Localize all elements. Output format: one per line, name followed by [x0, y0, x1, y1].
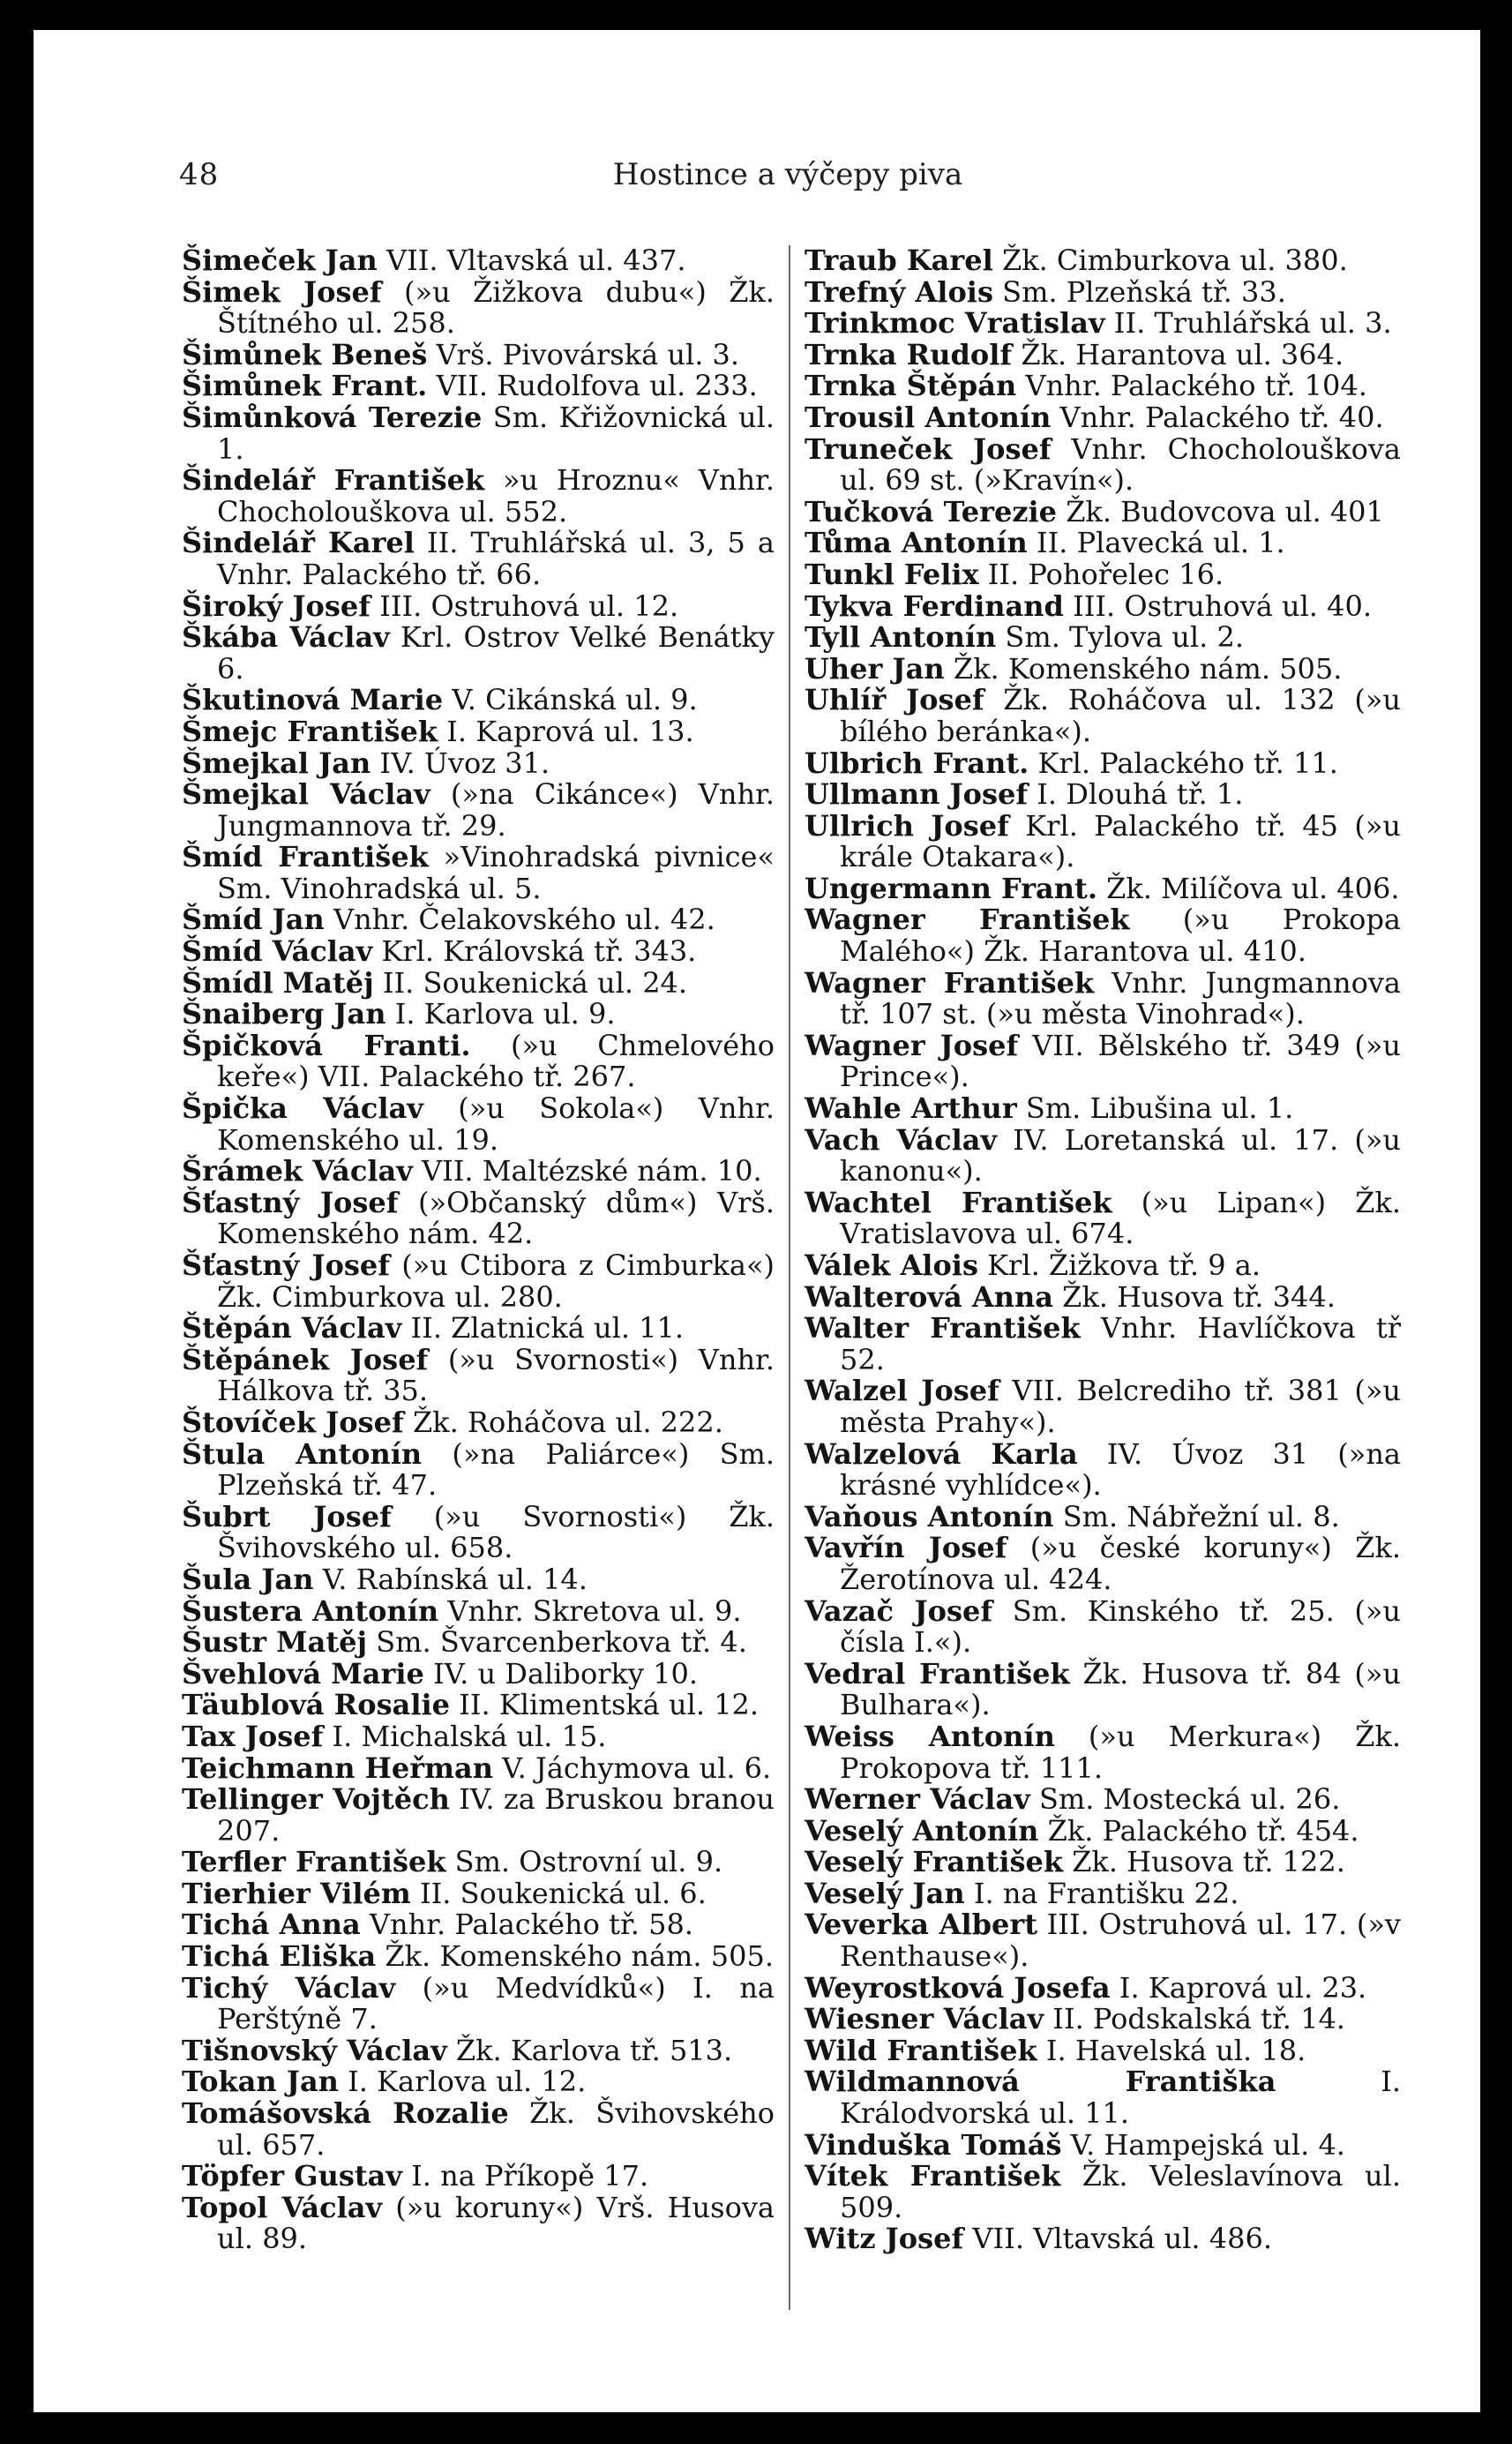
entry-name: Vazač Josef — [805, 1593, 993, 1628]
entry-name: Šimeček Jan — [182, 244, 378, 277]
entry-address: Žk. Cimburkova ul. 380. — [992, 244, 1348, 277]
entry-name: Traub Karel — [805, 244, 993, 277]
entry-address: Sm. Křižovnická ul. 1. — [217, 400, 775, 466]
directory-entry — [182, 2066, 775, 2098]
directory-entry — [805, 1847, 1401, 1878]
entry-name: Štěpán Václav — [182, 1311, 402, 1346]
directory-entry — [805, 873, 1401, 905]
directory-entry — [182, 1627, 775, 1659]
entry-address: VII. Vltavská ul. 437. — [377, 244, 686, 277]
entry-name: Vach Václav — [805, 1122, 998, 1157]
directory-entry — [805, 1533, 1401, 1595]
directory-entry — [182, 1093, 775, 1156]
entry-address: I. Havelská ul. 18. — [1037, 2033, 1306, 2067]
entry-address: Vnhr. Havlíčkova tř 52. — [840, 1311, 1402, 1376]
directory-entry — [805, 402, 1401, 434]
entry-address: IV. Loretanská ul. 17. (»u kanonu«). — [840, 1122, 1402, 1188]
entry-address: Sm. Tylova ul. 2. — [996, 620, 1244, 655]
entry-name: Šindelář František — [182, 463, 485, 498]
directory-entry — [182, 402, 775, 465]
entry-address: Sm. Mostecká ul. 26. — [1029, 1782, 1341, 1817]
directory-entry — [805, 1313, 1401, 1376]
entry-address: IV. u Daliborky 10. — [423, 1656, 699, 1691]
directory-entry — [805, 1185, 1402, 1251]
entry-address: IV. Úvoz 31. — [371, 746, 550, 780]
entry-address: V. Rabínská ul. 14. — [313, 1562, 588, 1596]
entry-name: Vítek František — [805, 2159, 1061, 2193]
entry-name: Šmejkal Jan — [182, 746, 371, 780]
entry-address: Sm. Švarcenberkova tř. 4. — [367, 1625, 747, 1660]
directory-entry — [182, 999, 775, 1031]
entry-name: Šimůnková Terezie — [182, 400, 483, 434]
entry-name: Tyll Antonín — [805, 620, 997, 655]
entry-name: Šmejkal Václav — [182, 777, 430, 812]
directory-entry — [805, 1593, 1402, 1660]
entry-name: Široký Josef — [182, 589, 371, 623]
entry-name: Walzelová Karla — [805, 1436, 1078, 1471]
entry-address: (»u Ctibora z Cimburka«) Žk. Cimburkova ul. 280. — [217, 1248, 775, 1314]
entry-name: Veverka Albert — [805, 1908, 1037, 1942]
entry-name: Ulbrich Frant. — [805, 746, 1029, 780]
entry-name: Trnka Štěpán — [805, 369, 1017, 403]
entry-address: (»u české koruny«) Žk. Žerotínova ul. 424. — [840, 1531, 1402, 1596]
entry-name: Štovíček Josef — [182, 1405, 404, 1439]
directory-entry — [182, 591, 775, 623]
directory-entry — [182, 842, 775, 904]
entry-name: Tišnovský Václav — [182, 2033, 447, 2067]
directory-entry — [805, 2161, 1401, 2223]
document-page — [34, 30, 1480, 2412]
entry-name: Teichmann Heřman — [182, 1751, 493, 1785]
entry-address: V. Jáchymova ul. 6. — [492, 1751, 772, 1785]
entry-name: Vinduška Tomáš — [805, 2127, 1062, 2162]
directory-entry — [182, 2035, 775, 2067]
directory-entry — [805, 1028, 1402, 1094]
column-divider — [789, 245, 790, 2310]
directory-entry — [182, 1156, 775, 1188]
directory-entry — [182, 685, 775, 716]
directory-entry — [182, 904, 775, 936]
entry-address: II. Pohořelec 16. — [978, 557, 1224, 591]
entry-address: Sm. Ostrovní ul. 9. — [445, 1845, 723, 1879]
right-column — [805, 245, 1401, 2255]
directory-entry — [805, 274, 1401, 309]
entry-address: Žk. Komenského nám. 505. — [376, 1939, 774, 1974]
entry-name: Tůma Antonín — [805, 526, 1028, 560]
entry-name: Tunkl Felix — [805, 557, 979, 591]
entry-address: Krl. Žižkova tř. 9 a. — [977, 1248, 1261, 1282]
entry-name: Šrámek Václav — [182, 1154, 413, 1188]
entry-name: Vaňous Antonín — [805, 1499, 1054, 1533]
entry-name: Täublová Rosalie — [182, 1688, 451, 1722]
directory-entry — [182, 1593, 775, 1628]
entry-address: Vnhr. Palackého tř. 104. — [1016, 369, 1367, 403]
entry-address: Krl. Palackého tř. 11. — [1029, 746, 1338, 780]
entry-address: Vnhr. Palackého tř. 40. — [1051, 400, 1384, 434]
directory-entry — [182, 337, 775, 371]
directory-entry — [182, 1407, 775, 1439]
entry-name: Witz Josef — [805, 2222, 964, 2256]
directory-entry — [805, 337, 1401, 371]
running-title: Hostince a výčepy piva — [612, 157, 963, 192]
directory-entry — [805, 2127, 1401, 2162]
directory-entry — [805, 904, 1401, 967]
directory-entry — [182, 245, 775, 277]
entry-address: (»na Cikánce«) Vnhr. Jungmannova tř. 29. — [217, 777, 775, 843]
entry-name: Veselý František — [805, 1845, 1064, 1879]
entry-address: I. Kaprová ul. 23. — [1110, 1970, 1367, 2005]
entry-address: IV. za Bruskou branou 207. — [217, 1782, 775, 1848]
entry-address: VII. Belcrediho tř. 381 (»u města Prahy«). — [840, 1374, 1402, 1439]
directory-entry — [805, 651, 1401, 686]
entry-name: Wahle Arthur — [805, 1091, 1017, 1126]
directory-entry — [182, 1753, 775, 1785]
entry-name: Škába Václav — [182, 620, 390, 655]
directory-entry — [182, 1656, 775, 1691]
directory-entry — [182, 2161, 775, 2193]
entry-address: Žk. Husova tř. 344. — [1052, 1279, 1336, 1314]
entry-address: II. Podskalská tř. 14. — [1044, 2002, 1345, 2036]
directory-entry — [182, 465, 775, 528]
entry-address: V. Cikánská ul. 9. — [443, 683, 698, 717]
directory-entry — [805, 2035, 1401, 2067]
entry-name: Šťastný Josef — [182, 1185, 399, 1219]
entry-name: Wagner František — [805, 965, 1095, 1000]
directory-entry — [182, 1721, 775, 1753]
entry-name: Tokan Jan — [182, 2065, 339, 2099]
entry-address: II. Zlatnická ul. 11. — [401, 1311, 685, 1346]
entry-address: IV. Úvoz 31 (»na krásné vyhlídce«). — [840, 1436, 1402, 1503]
directory-entry — [805, 2004, 1401, 2035]
entry-name: Töpfer Gustav — [182, 2159, 402, 2193]
directory-entry — [182, 1564, 775, 1596]
entry-name: Šustera Antonín — [182, 1593, 439, 1628]
entry-name: Válek Alois — [805, 1248, 978, 1282]
directory-entry — [805, 494, 1401, 529]
entry-name: Wildmannová Františka — [805, 2065, 1276, 2099]
entry-address: Sm. Nábřežní ul. 8. — [1053, 1499, 1340, 1533]
entry-name: Špička Václav — [182, 1091, 423, 1126]
directory-entry — [182, 1970, 775, 2036]
directory-entry — [182, 1185, 775, 1251]
entry-address: »u Hroznu« Vnhr. Chocholouškova ul. 552. — [217, 463, 775, 529]
directory-entry — [805, 431, 1402, 498]
entry-address: Vnhr. Skretova ul. 9. — [438, 1593, 742, 1628]
entry-address: (»u Svornosti«) Žk. Švihovského ul. 658. — [217, 1499, 775, 1565]
entry-address: (»u Lipan«) Žk. Vratislavova ul. 674. — [840, 1185, 1402, 1251]
entry-address: Žk. Komenského nám. 505. — [944, 651, 1343, 686]
entry-name: Šmíd František — [182, 840, 429, 874]
page-header — [179, 154, 1396, 206]
entry-address: Vnhr. Čelakovského ul. 42. — [324, 903, 715, 937]
entry-name: Vedral František — [805, 1656, 1070, 1691]
entry-address: (»u Žižkova dubu«) Žk. Štítného ul. 258. — [217, 274, 775, 341]
entry-address: Krl. Královská tř. 343. — [372, 934, 697, 969]
directory-entry — [182, 1250, 775, 1313]
entry-address: Sm. Libušina ul. 1. — [1016, 1091, 1294, 1126]
entry-name: Štula Antonín — [182, 1436, 423, 1471]
entry-address: II. Soukenická ul. 6. — [410, 1876, 707, 1910]
entry-address: (»u Svornosti«) Vnhr. Hálkova tř. 35. — [217, 1342, 775, 1408]
directory-entry — [805, 1250, 1401, 1282]
directory-entry — [805, 779, 1401, 811]
entry-name: Šimůnek Frant. — [182, 369, 428, 403]
directory-entry — [805, 1656, 1402, 1722]
entry-name: Veselý Antonín — [805, 1813, 1039, 1848]
entry-name: Tykva Ferdinand — [805, 589, 1064, 623]
entry-name: Šmíd Jan — [182, 903, 325, 937]
entry-address: Žk. Milíčova ul. 406. — [1097, 871, 1400, 905]
directory-entry — [182, 2190, 775, 2256]
entry-address: Žk. Harantova ul. 364. — [1012, 337, 1344, 371]
directory-entry — [182, 936, 775, 968]
entry-address: (»u Chmelového keře«) VII. Palackého tř. 267. — [217, 1028, 775, 1094]
entry-name: Šustr Matěj — [182, 1625, 368, 1660]
directory-entry — [805, 1970, 1401, 2005]
entry-name: Uhlíř Josef — [805, 683, 984, 717]
entry-address: III. Ostruhová ul. 17. (»v Renthause«). — [840, 1908, 1402, 1974]
entry-name: Weiss Antonín — [805, 1719, 1055, 1753]
entry-address: I. na Příkopě 17. — [401, 2159, 649, 2193]
entry-address: VII. Rudolfova ul. 233. — [427, 369, 758, 403]
directory-entry — [805, 591, 1401, 623]
entry-address: (»u Medvídků«) I. na Perštýně 7. — [217, 1970, 775, 2036]
directory-entry — [805, 1909, 1401, 1972]
entry-address: I. Michalská ul. 15. — [323, 1719, 607, 1753]
entry-address: III. Ostruhová ul. 40. — [1063, 589, 1373, 623]
entry-address: (»u koruny«) Vrš. Husova ul. 89. — [217, 2190, 775, 2256]
directory-entry — [182, 716, 775, 748]
entry-name: Tellinger Vojtěch — [182, 1782, 450, 1817]
directory-entry — [805, 1279, 1401, 1314]
directory-entry — [182, 1690, 775, 1721]
entry-name: Šimůnek Beneš — [182, 337, 428, 371]
entry-name: Trnka Rudolf — [805, 337, 1013, 371]
entry-address: Žk. Palackého tř. 454. — [1038, 1813, 1359, 1848]
directory-entry — [182, 1028, 775, 1094]
entry-address: (»u Merkura«) Žk. Prokopova tř. 111. — [840, 1719, 1402, 1785]
directory-entry — [805, 622, 1401, 654]
entry-address: (»u Sokola«) Vnhr. Komenského ul. 19. — [217, 1091, 775, 1157]
directory-entry — [182, 274, 775, 341]
entry-address: I. Kaprová ul. 13. — [438, 714, 694, 748]
entry-address: Vnhr. Jungmannova tř. 107 st. (»u města Vinohrad«). — [840, 965, 1401, 1031]
entry-address: Žk. Roháčova ul. 222. — [403, 1405, 723, 1439]
entry-name: Šťastný Josef — [182, 1248, 391, 1282]
entry-name: Walterová Anna — [805, 1279, 1053, 1314]
directory-entry — [805, 1093, 1401, 1125]
entry-name: Tichý Václav — [182, 1970, 396, 2005]
directory-entry — [805, 308, 1401, 340]
entry-address: Vnhr. Palackého tř. 58. — [360, 1908, 693, 1942]
entry-name: Šindelář Karel — [182, 526, 415, 560]
entry-address: II. Soukenická ul. 24. — [373, 965, 688, 1000]
entry-address: (»na Paliárce«) Sm. Plzeňská tř. 47. — [217, 1436, 775, 1503]
directory-entry — [805, 1813, 1401, 1848]
entry-address: VII. Bělského tř. 349 (»u Prince«). — [840, 1028, 1402, 1094]
entry-name: Weyrostková Josefa — [805, 1970, 1111, 2005]
entry-address: Žk. Karlova tř. 513. — [446, 2033, 733, 2067]
directory-entry — [805, 965, 1401, 1031]
entry-name: Wachtel František — [805, 1185, 1112, 1219]
entry-name: Werner Václav — [805, 1782, 1030, 1817]
entry-name: Štěpánek Josef — [182, 1342, 429, 1376]
directory-entry — [805, 1878, 1401, 1910]
entry-name: Terfler František — [182, 1845, 446, 1879]
entry-name: Ullmann Josef — [805, 777, 1029, 812]
entry-address: VII. Vltavská ul. 486. — [963, 2222, 1273, 2256]
entry-name: Tučková Terezie — [805, 494, 1058, 529]
entry-address: I. Králodvorská ul. 11. — [840, 2065, 1402, 2131]
entry-address: Krl. Ostrov Velké Benátky 6. — [217, 620, 775, 686]
entry-address: Sm. Kinského tř. 25. (»u čísla I.«). — [840, 1593, 1402, 1660]
entry-name: Topol Václav — [182, 2190, 383, 2224]
directory-entry — [805, 2066, 1401, 2129]
entry-address: V. Hampejská ul. 4. — [1061, 2127, 1345, 2162]
page-number: 48 — [179, 157, 220, 192]
entry-name: Wiesner Václav — [805, 2002, 1044, 2036]
directory-entry — [805, 1721, 1401, 1784]
directory-entry — [805, 1499, 1401, 1533]
directory-entry — [182, 1784, 775, 1847]
directory-entry — [182, 1847, 775, 1878]
left-column — [182, 245, 775, 2255]
entry-name: Šmídl Matěj — [182, 965, 374, 1000]
entry-name: Wild František — [805, 2033, 1037, 2067]
directory-entry — [805, 371, 1401, 402]
directory-entry — [182, 748, 775, 780]
entry-name: Truneček Josef — [805, 431, 1052, 466]
entry-name: Ungermann Frant. — [805, 871, 1097, 905]
directory-entry — [182, 528, 775, 590]
entry-address: Žk. Budovcova ul. 401 — [1057, 494, 1384, 529]
entry-address: II. Truhlářská ul. 3, 5 a Vnhr. Palackého tř. 66. — [217, 526, 775, 591]
directory-entry — [805, 2223, 1401, 2255]
entry-address: II. Truhlářská ul. 3. — [1104, 306, 1392, 341]
directory-entry — [182, 1342, 775, 1408]
entry-name: Šmejc František — [182, 714, 438, 748]
entry-name: Walter František — [805, 1311, 1081, 1346]
entry-name: Tierhier Vilém — [182, 1876, 411, 1910]
entry-address: Sm. Plzeňská tř. 33. — [992, 274, 1286, 309]
entry-name: Tomášovská Rozalie — [182, 2096, 509, 2131]
entry-address: I. na Františku 22. — [964, 1876, 1239, 1910]
entry-address: Krl. Palackého tř. 45 (»u krále Otakara«). — [840, 808, 1402, 874]
directory-entry — [182, 1436, 775, 1503]
entry-name: Švehlová Marie — [182, 1656, 424, 1691]
entry-name: Walzel Josef — [805, 1374, 999, 1408]
entry-address: (»u Prokopa Malého«) Žk. Harantova ul. 410. — [840, 903, 1401, 969]
entry-address: Vnhr. Chocholouškova ul. 69 st. (»Kravín«). — [840, 431, 1402, 498]
directory-entry — [182, 779, 775, 842]
directory-entry — [182, 1909, 775, 1941]
directory-entry — [805, 748, 1401, 780]
entry-address: (»Občanský dům«) Vrš. Komenského nám. 42. — [217, 1185, 775, 1251]
entry-name: Trousil Antonín — [805, 400, 1052, 434]
entry-name: Špičková Franti. — [182, 1028, 471, 1062]
directory-entry — [182, 1499, 775, 1565]
directory-entry — [182, 1878, 775, 1910]
entry-address: VII. Maltézské nám. 10. — [412, 1154, 762, 1188]
entry-name: Šubrt Josef — [182, 1499, 392, 1533]
entry-address: Žk. Roháčova ul. 132 (»u bílého beránka«). — [840, 683, 1402, 748]
directory-entry — [805, 559, 1401, 591]
directory-entry — [805, 1122, 1402, 1188]
entry-name: Tichá Anna — [182, 1908, 361, 1942]
entry-name: Tax Josef — [182, 1719, 324, 1753]
entry-address: Žk. Husova tř. 122. — [1063, 1845, 1345, 1879]
entry-name: Šimek Josef — [182, 274, 382, 309]
directory-entry — [182, 965, 775, 1000]
entry-address: I. Karlova ul. 12. — [338, 2065, 587, 2099]
entry-address: Žk. Husova tř. 84 (»u Bulhara«). — [840, 1656, 1402, 1722]
directory-entry — [182, 622, 775, 685]
entry-name: Wagner František — [805, 903, 1130, 937]
entry-name: Wagner Josef — [805, 1028, 1019, 1062]
entry-address: »Vinohradská pivnice« Sm. Vinohradská ul. 5. — [217, 840, 775, 905]
directory-entry — [805, 528, 1401, 559]
entry-address: Žk. Veleslavínova ul. 509. — [840, 2159, 1401, 2224]
entry-name: Uher Jan — [805, 651, 945, 686]
entry-name: Ullrich Josef — [805, 808, 1009, 843]
entry-address: I. Dlouhá tř. 1. — [1028, 777, 1244, 812]
entry-address: II. Plavecká ul. 1. — [1027, 526, 1285, 560]
entry-address: III. Ostruhová ul. 12. — [371, 589, 679, 623]
directory-entry — [182, 2098, 775, 2161]
directory-entry — [805, 1436, 1402, 1503]
entry-address: I. Karlova ul. 9. — [385, 997, 616, 1031]
entry-name: Šula Jan — [182, 1562, 314, 1596]
directory-entry — [805, 1376, 1401, 1438]
entry-name: Trefný Alois — [805, 274, 993, 309]
directory-entry — [805, 245, 1401, 277]
entry-address: Žk. Švihovského ul. 657. — [217, 2096, 775, 2162]
entry-name: Vavřín Josef — [805, 1531, 1007, 1565]
entry-name: Trinkmoc Vratislav — [805, 306, 1105, 341]
entry-address: II. Klimentská ul. 12. — [450, 1688, 760, 1722]
directory-entry — [805, 1784, 1401, 1816]
directory-entry — [182, 1941, 775, 1973]
directory-entry — [182, 371, 775, 402]
entry-name: Tichá Eliška — [182, 1939, 377, 1974]
directory-entry — [805, 808, 1402, 874]
directory-entry — [182, 1313, 775, 1345]
entry-address: Vrš. Pivovárská ul. 3. — [427, 337, 740, 371]
entry-name: Škutinová Marie — [182, 683, 444, 717]
entry-name: Šnaiberg Jan — [182, 997, 386, 1031]
entry-name: Veselý Jan — [805, 1876, 965, 1910]
directory-entry — [805, 685, 1401, 747]
entry-name: Šmíd Václav — [182, 934, 373, 969]
